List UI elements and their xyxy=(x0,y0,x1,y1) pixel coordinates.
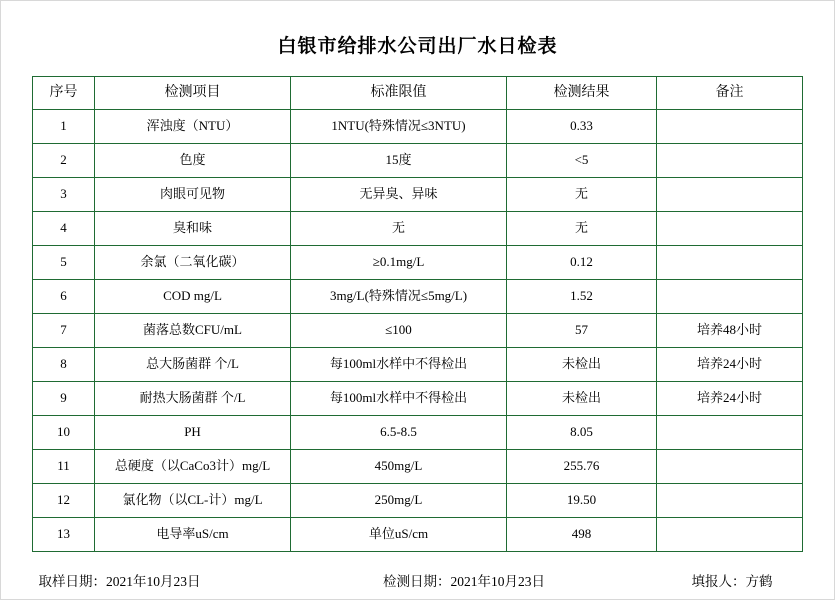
cell-note xyxy=(657,484,803,518)
cell-note: 培养24小时 xyxy=(657,348,803,382)
cell-note xyxy=(657,212,803,246)
cell-note xyxy=(657,280,803,314)
cell-item: 耐热大肠菌群 个/L xyxy=(95,382,291,416)
table-row xyxy=(33,178,803,212)
cell-no: 4 xyxy=(33,212,95,246)
cell-limit: ≤100 xyxy=(291,314,507,348)
cell-no: 12 xyxy=(33,484,95,518)
cell-note xyxy=(657,178,803,212)
table-row xyxy=(33,348,803,382)
table-row xyxy=(33,450,803,484)
cell-note xyxy=(657,450,803,484)
cell-result: 19.50 xyxy=(507,484,657,518)
table-row xyxy=(33,212,803,246)
cell-no: 3 xyxy=(33,178,95,212)
water-inspection-table xyxy=(32,76,803,552)
page-title: 白银市给排水公司出厂水日检表 xyxy=(277,36,558,57)
table-header-row xyxy=(33,77,803,110)
table-row xyxy=(33,416,803,450)
cell-item: 总硬度（以CaCo3计）mg/L xyxy=(95,450,291,484)
cell-note: 培养48小时 xyxy=(657,314,803,348)
cell-item: 浑浊度（NTU） xyxy=(95,110,291,144)
cell-note: 培养24小时 xyxy=(657,382,803,416)
cell-item: COD mg/L xyxy=(95,280,291,314)
table-row xyxy=(33,314,803,348)
column-header-note: 备注 xyxy=(657,77,803,110)
column-header-result: 检测结果 xyxy=(507,77,657,110)
cell-result: 57 xyxy=(507,314,657,348)
cell-limit: 450mg/L xyxy=(291,450,507,484)
cell-limit: 无 xyxy=(291,212,507,246)
cell-note xyxy=(657,416,803,450)
cell-no: 2 xyxy=(33,144,95,178)
cell-no: 9 xyxy=(33,382,95,416)
cell-item: 臭和味 xyxy=(95,212,291,246)
cell-no: 10 xyxy=(33,416,95,450)
cell-no: 8 xyxy=(33,348,95,382)
cell-item: 菌落总数CFU/mL xyxy=(95,314,291,348)
table-row xyxy=(33,484,803,518)
cell-limit: 6.5-8.5 xyxy=(291,416,507,450)
cell-limit: 1NTU(特殊情况≤3NTU) xyxy=(291,110,507,144)
cell-limit: ≥0.1mg/L xyxy=(291,246,507,280)
cell-no: 5 xyxy=(33,246,95,280)
cell-result: 未检出 xyxy=(507,382,657,416)
cell-note xyxy=(657,518,803,552)
cell-note xyxy=(657,110,803,144)
table-row xyxy=(33,110,803,144)
reporter: 填报人：方鹤 xyxy=(691,574,773,589)
cell-item: 总大肠菌群 个/L xyxy=(95,348,291,382)
table-row xyxy=(33,144,803,178)
cell-note xyxy=(657,144,803,178)
cell-no: 13 xyxy=(33,518,95,552)
cell-no: 7 xyxy=(33,314,95,348)
cell-item: 肉眼可见物 xyxy=(95,178,291,212)
cell-limit: 250mg/L xyxy=(291,484,507,518)
cell-result: <5 xyxy=(507,144,657,178)
cell-item: 色度 xyxy=(95,144,291,178)
cell-result: 498 xyxy=(507,518,657,552)
testing-date: 检测日期：2021年10月23日 xyxy=(383,574,545,589)
cell-result: 0.33 xyxy=(507,110,657,144)
table-row xyxy=(33,280,803,314)
cell-result: 0.12 xyxy=(507,246,657,280)
cell-result: 255.76 xyxy=(507,450,657,484)
cell-item: PH xyxy=(95,416,291,450)
column-header-item: 检测项目 xyxy=(95,77,291,110)
cell-limit: 无异臭、异味 xyxy=(291,178,507,212)
cell-limit: 3mg/L(特殊情况≤5mg/L) xyxy=(291,280,507,314)
cell-no: 1 xyxy=(33,110,95,144)
cell-result: 8.05 xyxy=(507,416,657,450)
column-header-no: 序号 xyxy=(33,77,95,110)
document-footer xyxy=(33,570,803,590)
table-row xyxy=(33,518,803,552)
table-row xyxy=(33,382,803,416)
cell-no: 11 xyxy=(33,450,95,484)
cell-item: 余氯（二氧化碳） xyxy=(95,246,291,280)
sampling-date: 取样日期：2021年10月23日 xyxy=(38,574,201,589)
cell-result: 无 xyxy=(507,178,657,212)
cell-limit: 15度 xyxy=(291,144,507,178)
cell-note xyxy=(657,246,803,280)
table-row xyxy=(33,246,803,280)
cell-no: 6 xyxy=(33,280,95,314)
cell-limit: 每100ml水样中不得检出 xyxy=(291,382,507,416)
cell-result: 1.52 xyxy=(507,280,657,314)
cell-limit: 每100ml水样中不得检出 xyxy=(291,348,507,382)
column-header-limit: 标准限值 xyxy=(291,77,507,110)
cell-result: 未检出 xyxy=(507,348,657,382)
cell-item: 电导率uS/cm xyxy=(95,518,291,552)
cell-item: 氯化物（以CL-计）mg/L xyxy=(95,484,291,518)
cell-limit: 单位uS/cm xyxy=(291,518,507,552)
cell-result: 无 xyxy=(507,212,657,246)
